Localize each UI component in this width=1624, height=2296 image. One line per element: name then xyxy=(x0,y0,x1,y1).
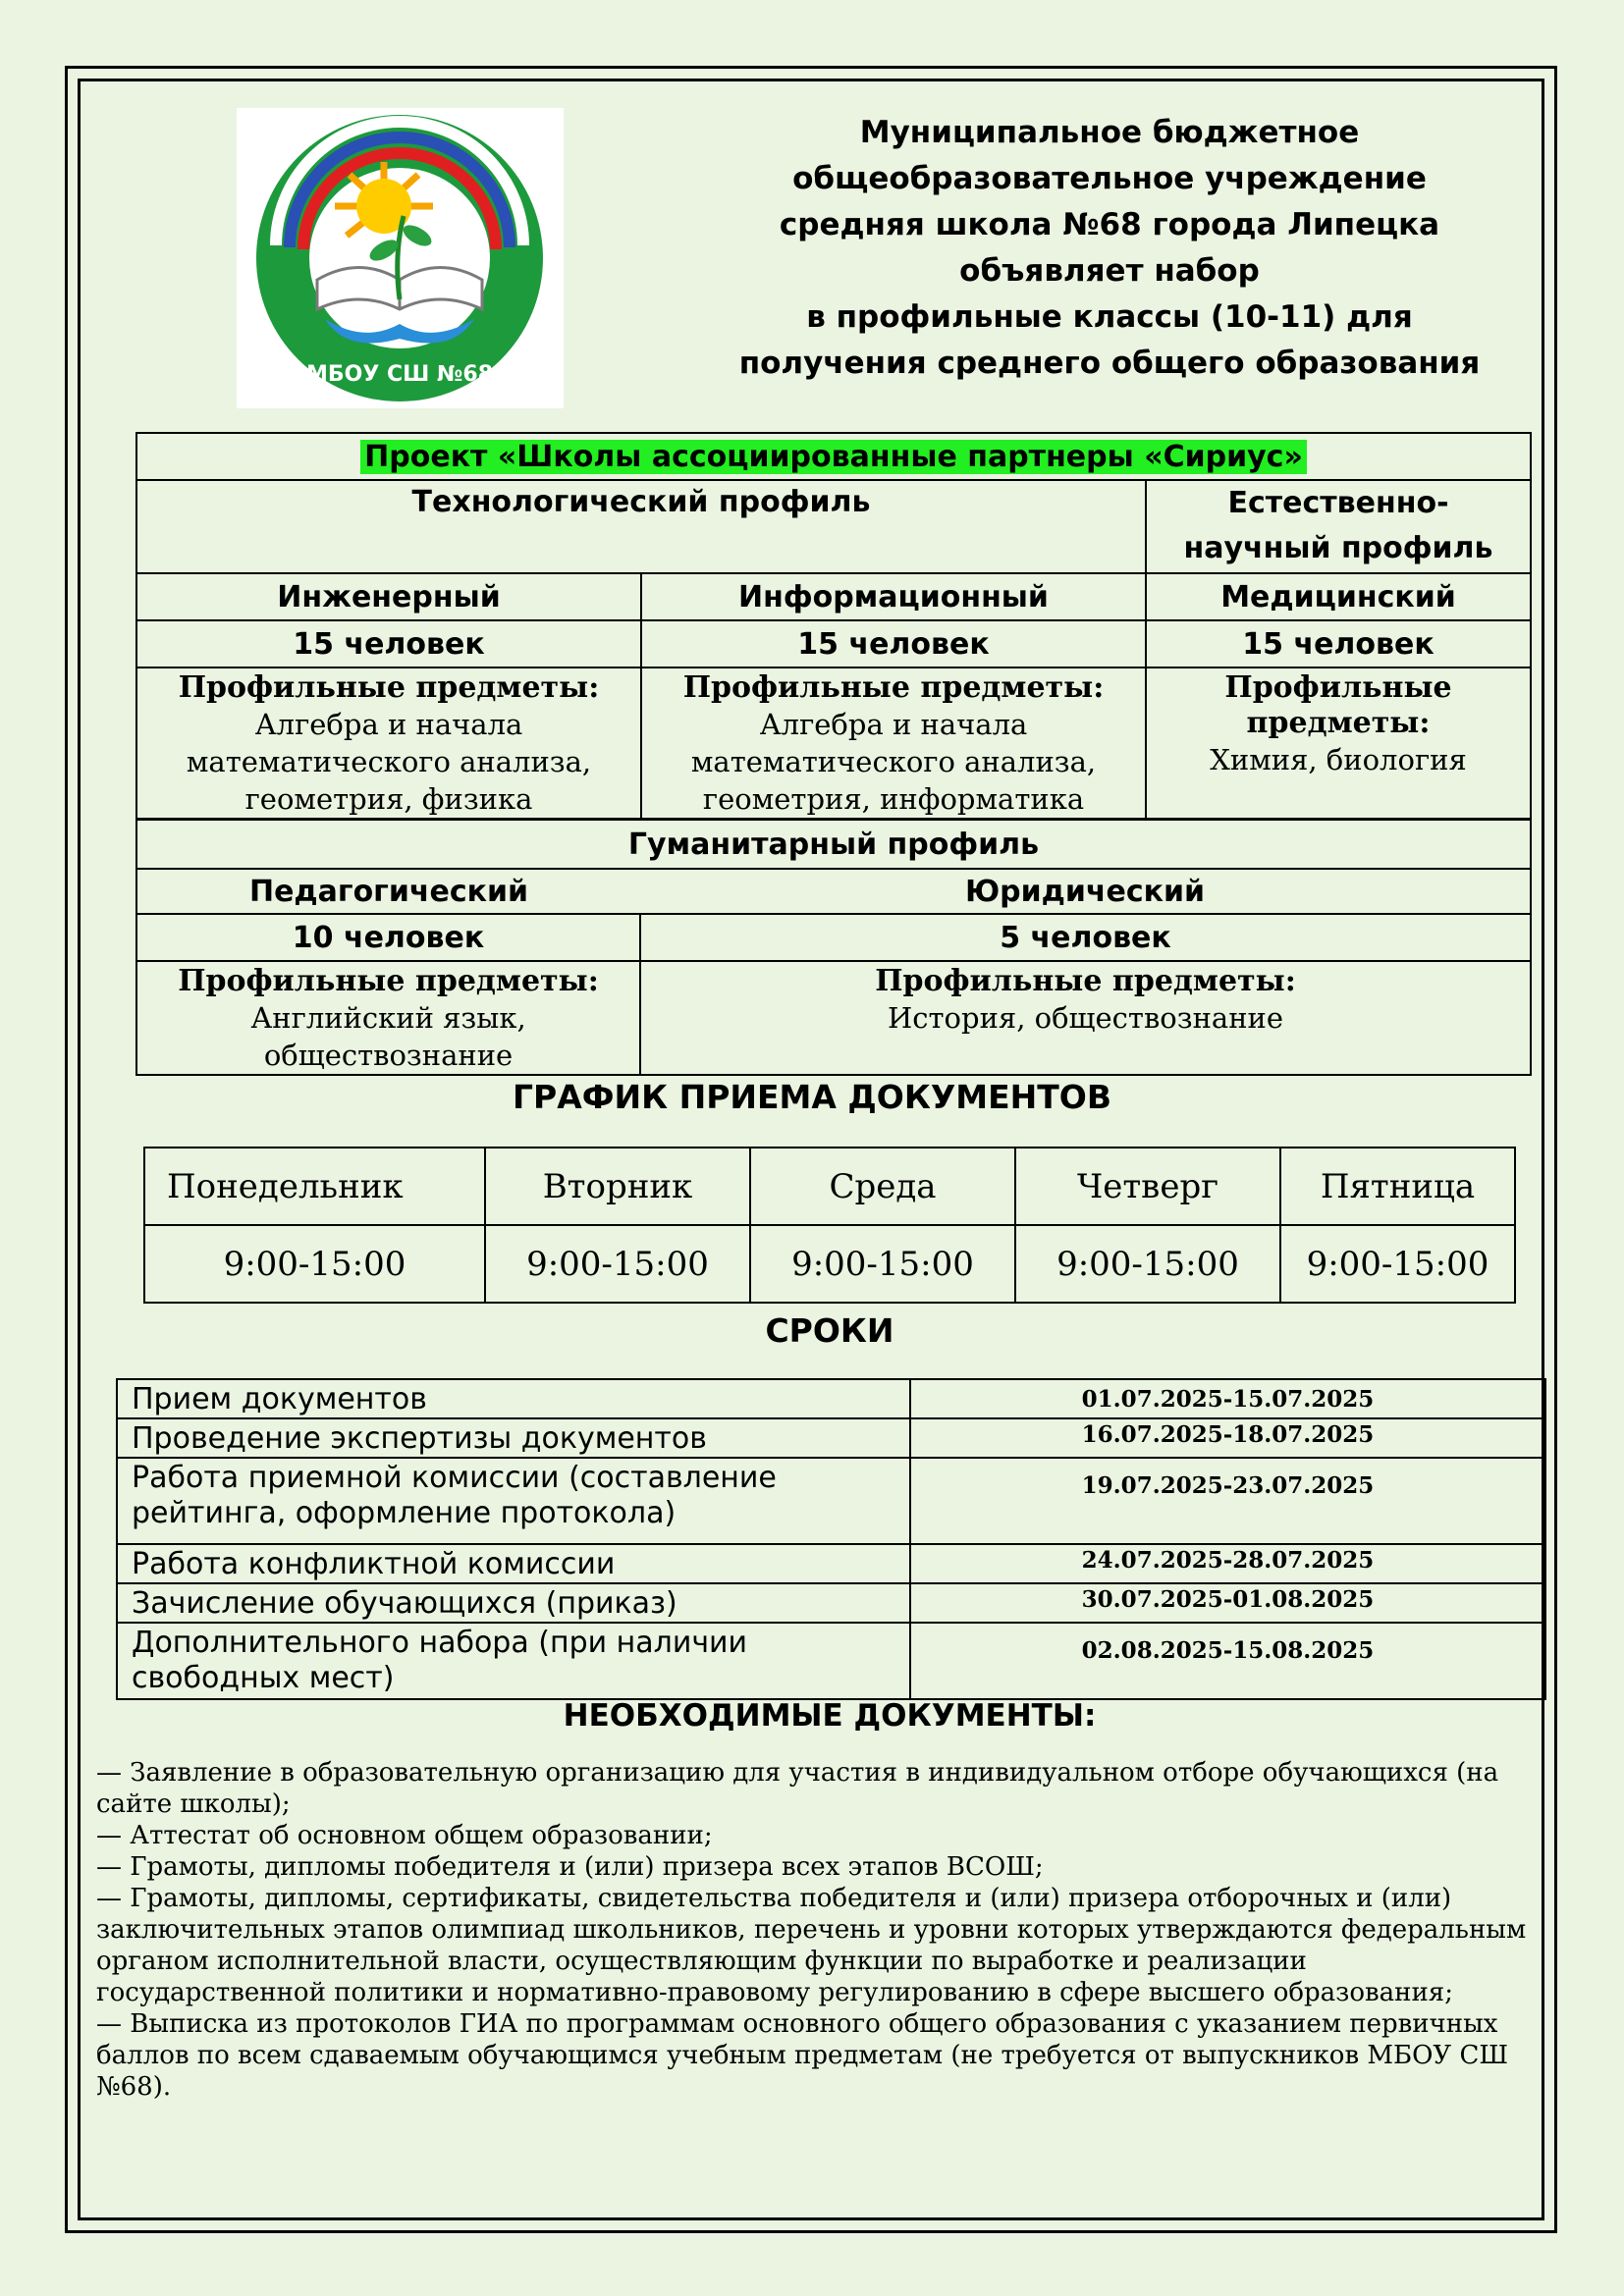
subjects-text: История, обществознание xyxy=(887,1001,1284,1035)
profile-subjects xyxy=(1146,667,1531,819)
subjects-label: Профильные предметы: xyxy=(1224,670,1452,740)
profiles-table xyxy=(135,432,1532,820)
day-header: Вторник xyxy=(485,1148,750,1225)
document-item: — Грамоты, дипломы, сертификаты, свидетельства победителя и (или) призера отборочных и (или) заключительных этапов олимпиад школьников, перечень и уровни которых утверждаются федеральным органом исполнительной власти, осуществляющим функции по выработке и реализации государственной политики и нормативно-правовому регулированию в сфере высшего образования; xyxy=(96,1884,1527,2007)
profile-count: 5 человек xyxy=(640,914,1531,961)
nat-profile-line: научный профиль xyxy=(1183,531,1493,565)
subjects-text: Английский язык, обществознание xyxy=(250,1001,526,1072)
tech-profile-title: Технологический профиль xyxy=(136,480,1146,573)
subjects-label: Профильные предметы: xyxy=(682,670,1105,705)
subjects-label: Профильные предметы: xyxy=(178,964,599,998)
profile-count: 15 человек xyxy=(1146,620,1531,667)
deadline-label: Работа конфликтной комиссии xyxy=(117,1544,910,1583)
profile-subjects xyxy=(641,667,1146,819)
document-item: — Заявление в образовательную организацию для участия в индивидуальном отборе обучающихся (на сайте школы); xyxy=(96,1758,1499,1819)
heading-line: Муниципальное бюджетное xyxy=(859,115,1360,150)
nat-profile-title xyxy=(1146,480,1531,573)
day-hours: 9:00-15:00 xyxy=(144,1225,485,1303)
subjects-label: Профильные предметы: xyxy=(178,670,600,705)
deadline-label: Зачисление обучающихся (приказ) xyxy=(117,1583,910,1623)
schedule-table xyxy=(143,1147,1516,1304)
profile-name: Инженерный xyxy=(136,573,641,620)
project-title: Проект «Школы ассоциированные партнеры «Сириус» xyxy=(360,440,1307,474)
day-hours: 9:00-15:00 xyxy=(485,1225,750,1303)
deadline-dates: 02.08.2025-15.08.2025 xyxy=(910,1623,1545,1699)
deadline-label: Проведение экспертизы документов xyxy=(117,1418,910,1458)
heading-line: общеобразовательное учреждение xyxy=(792,161,1427,196)
deadline-dates: 24.07.2025-28.07.2025 xyxy=(910,1544,1545,1583)
profile-name: Медицинский xyxy=(1146,573,1531,620)
profile-subjects xyxy=(136,667,641,819)
deadline-dates: 01.07.2025-15.07.2025 xyxy=(910,1379,1545,1418)
heading-line: в профильные классы (10-11) для xyxy=(806,299,1413,335)
day-header: Четверг xyxy=(1015,1148,1280,1225)
deadline-label: Работа приемной комиссии (составление рейтинга, оформление протокола) xyxy=(117,1458,910,1544)
document-item: — Выписка из протоколов ГИА по программам основного общего образования с указанием первичных баллов по всем сдаваемым обучающимся учебным предметам (не требуется от выпускников МБОУ СШ №68). xyxy=(96,2009,1509,2102)
schedule-title: ГРАФИК ПРИЕМА ДОКУМЕНТОВ xyxy=(513,1078,1111,1116)
subjects-text: Алгебра и начала математического анализа, геометрия, физика xyxy=(186,708,592,816)
day-header: Среда xyxy=(750,1148,1015,1225)
heading-line: средняя школа №68 города Липецка xyxy=(779,207,1440,242)
deadlines-title: СРОКИ xyxy=(765,1311,894,1350)
profile-name: Юридический xyxy=(640,869,1531,914)
documents-title: НЕОБХОДИМЫЕ ДОКУМЕНТЫ: xyxy=(563,1698,1097,1734)
deadline-label: Дополнительного набора (при наличии свободных мест) xyxy=(117,1623,910,1699)
nat-profile-line: Естественно- xyxy=(1227,486,1449,520)
day-hours: 9:00-15:00 xyxy=(1015,1225,1280,1303)
day-header: Понедельник xyxy=(144,1148,485,1225)
school-logo xyxy=(237,108,564,408)
deadline-label: Прием документов xyxy=(117,1379,910,1418)
heading-line: получения среднего общего образования xyxy=(738,346,1481,381)
profile-subjects xyxy=(136,961,640,1075)
hum-profile-title: Гуманитарный профиль xyxy=(136,820,1531,869)
deadline-dates: 30.07.2025-01.08.2025 xyxy=(910,1583,1545,1623)
project-title-cell xyxy=(136,433,1531,480)
profile-subjects xyxy=(640,961,1531,1075)
day-hours: 9:00-15:00 xyxy=(1280,1225,1515,1303)
profile-name: Информационный xyxy=(641,573,1146,620)
day-hours: 9:00-15:00 xyxy=(750,1225,1015,1303)
document-item: — Грамоты, дипломы победителя и (или) призера всех этапов ВСОШ; xyxy=(96,1852,1044,1882)
deadline-dates: 16.07.2025-18.07.2025 xyxy=(910,1418,1545,1458)
document-item: — Аттестат об основном общем образовании; xyxy=(96,1821,713,1850)
heading-line: объявляет набор xyxy=(959,253,1260,289)
subjects-text: Химия, биология xyxy=(1210,743,1467,776)
profile-count: 10 человек xyxy=(136,914,640,961)
logo-text: МБОУ СШ №68 xyxy=(305,362,494,387)
profile-name: Педагогический xyxy=(136,869,640,914)
profile-count: 15 человек xyxy=(136,620,641,667)
humanitarian-table xyxy=(135,819,1532,1076)
documents-list xyxy=(96,1757,1530,2103)
announcement-heading xyxy=(687,110,1532,387)
subjects-label: Профильные предметы: xyxy=(875,964,1296,998)
day-header: Пятница xyxy=(1280,1148,1515,1225)
deadline-dates: 19.07.2025-23.07.2025 xyxy=(910,1458,1545,1544)
deadlines-table xyxy=(116,1378,1546,1700)
subjects-text: Алгебра и начала математического анализа, геометрия, информатика xyxy=(690,708,1097,816)
profile-count: 15 человек xyxy=(641,620,1146,667)
